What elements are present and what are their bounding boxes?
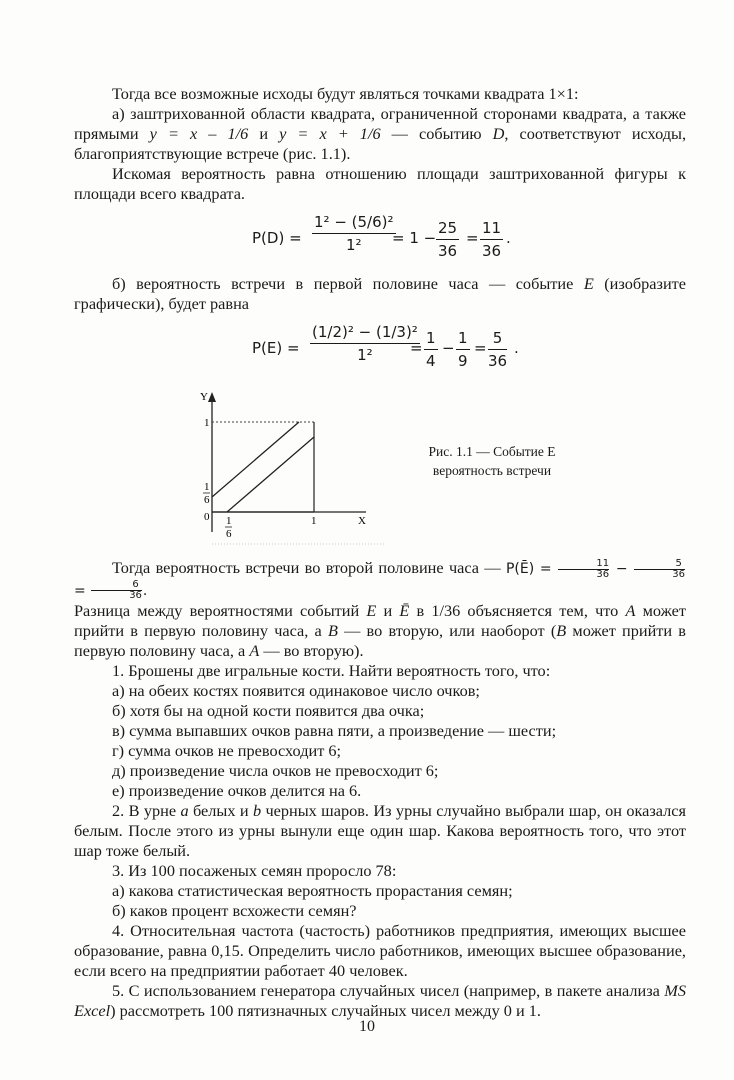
line-y-x-minus [227,437,314,512]
task-2: 2. В урне a белых и b черных шаров. Из урны случайно выбрали шар, он оказался белым. После этого из урны вынули еще один шар. Какова вероятность того, что этот шар тоже белый. [74,801,686,860]
task-1-d: г) сумма очков не превосходит 6; [112,741,342,760]
tick-y-1: 1 [204,417,210,429]
formula-pe-bar: P(Ē) = $\frac{11}{36}$ − $\frac{5}{36}$ = $\frac{6}{36}$ . [74,557,685,601]
caption-line-2: вероятность встречи [432,463,552,478]
y-axis-arrow [208,392,216,402]
formula-pd-lhs: P(D) = [252,229,302,247]
paragraph-probability-ratio: Искомая вероятность равна отношению площади заштрихованной фигуры к площади всего квадрата. [74,164,686,203]
y-axis-label: Y [200,391,208,403]
task-1: 1. Брошены две игральные кости. Найти вероятность того, что: [112,661,551,680]
formula-pe-frac-5-36: 5 36 [488,329,508,370]
task-1-b: б) хотя бы на одной кости появится два очка; [112,701,425,720]
paragraph-second-half: Тогда вероятность встречи во второй половине часа — P(Ē) = $\frac{11}{36}$ − $\frac{5}{36}$ = $\frac{6}{36}$ . [74,557,685,601]
formula-pd: P(D) = 1² − (5/6)² 1² = 1 − 25 36 = 11 36 . [252,213,511,260]
formula-pe-lhs: P(E) = [252,339,300,357]
task-3: 3. Из 100 посаженых семян проросло 78: [112,861,397,880]
formula-pe-main-fraction: (1/2)² − (1/3)² 1² [312,323,418,364]
origin-label: 0 [204,511,210,523]
task-1-e: д) произведение числа очков не превосходит 6; [112,761,439,780]
task-1-f: е) произведение очков делится на 6. [112,781,362,800]
tick-x-1-6-num: 1 [226,515,232,527]
paragraph-difference: Разница между вероятностями событий E и Ē в 1/36 объясняется тем, что A может прийти в первую половину часа, а B — во вторую, или наоборот (B может прийти в первую половину часа, а A — во вторую). [74,601,687,660]
formula-pd-frac-25-36: 25 36 [438,219,458,260]
formula-pe: P(E) = (1/2)² − (1/3)² 1² = 1 4 − 1 9 = 5 36 . [252,323,519,370]
task-4: 4. Относительная частота (частость) работников предприятия, имеющих высшее образование, равна 0,15. Определить число работников, имеющих высшее образование, если всего на предприятии работает 40 человек. [74,921,686,980]
caption-line-1: Рис. 1.1 — Событие E [428,444,556,459]
meeting-diagram [144,384,444,552]
formula-pd-mid: = 1 − [392,229,437,247]
task-5: 5. С использованием генератора случайных чисел (например, в пакете анализа MS Excel) рассмотреть 100 пятизначных случайных чисел между 0 и 1. [74,981,686,1020]
task-3-a: а) какова статистическая вероятность прорастания семян; [112,881,513,900]
paragraph-event-e: б) вероятность встречи в первой половине часа — событие E (изобразите графически), будет равна [74,274,687,313]
task-3-b: б) каков процент всхожести семян? [112,901,357,920]
page-number: 10 [359,1018,375,1035]
formula-pe-frac-1-4: 1 4 [426,329,436,370]
formula-pd-main-fraction: 1² − (5/6)² 1² [314,213,394,254]
formula-pe-frac-1-9: 1 9 [458,329,468,370]
tick-y-1-6-num: 1 [204,481,210,493]
task-1-a: а) на обеих костях появится одинаковое число очков; [112,681,480,700]
paragraph-event-d: а) заштрихованной области квадрата, ограниченной сторонами квадрата, а также прямыми y = x – 1/6 и y = x + 1/6 — событию D, соответствуют исходы, благоприятствующие встрече (рис. 1.1). [74,104,687,163]
formula-pd-frac-11-36: 11 36 [482,219,502,260]
figure-1-1 [74,384,686,552]
tick-y-1-6-den: 6 [204,494,210,506]
paragraph-intro: Тогда все возможные исходы будут являться точками квадрата 1×1: [112,84,579,103]
task-1-c: в) сумма выпавших очков равна пяти, а произведение — шести; [112,721,557,740]
x-axis-label: X [358,515,366,527]
figure-caption [402,442,582,480]
tick-x-1-6-den: 6 [226,528,232,540]
page-body [74,84,686,1021]
tick-x-1: 1 [311,515,317,527]
line-y-x-plus [212,422,299,497]
